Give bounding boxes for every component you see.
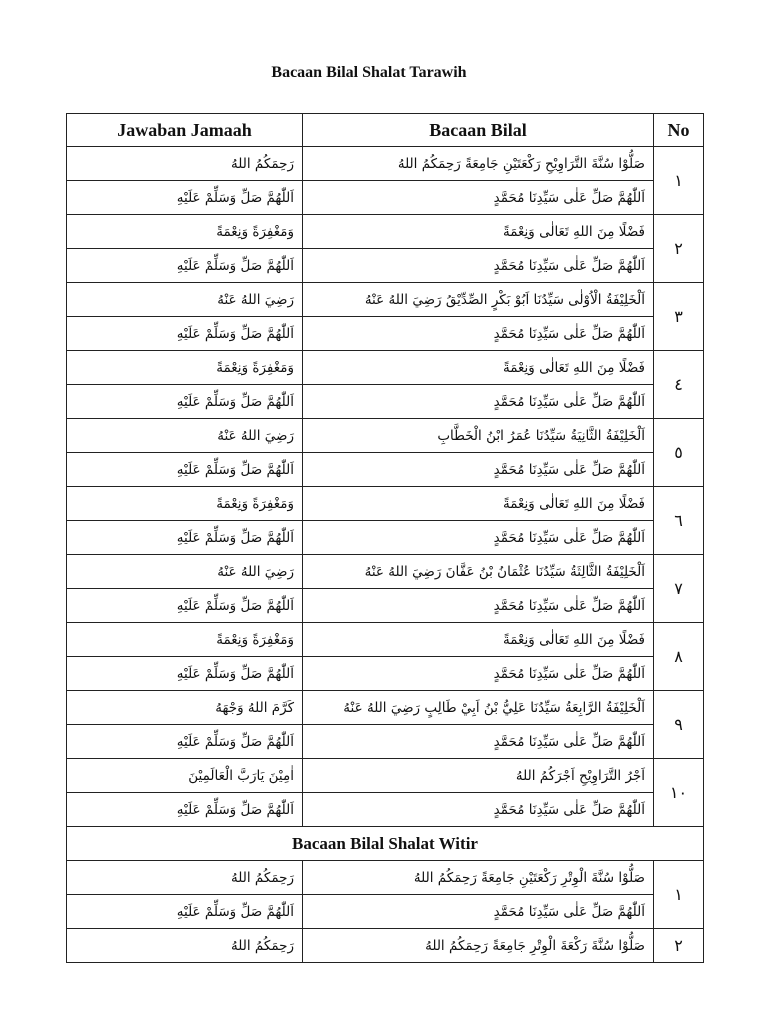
jamaah-response: رَضِيَ اللهُ عَنْهُ [67,283,303,317]
bilal-recitation: اَللّٰهُمَّ صَلِّ عَلٰى سَيِّدِنَا مُحَمَّدٍ [303,453,654,487]
table-row [67,691,704,725]
table-row [67,623,704,657]
bilal-recitation: صَلُّوْا سُنَّةَ التَّرَاوِيْحِ رَكْعَتَيْنِ جَامِعَةً رَحِمَكُمُ اللهُ [303,147,654,181]
jamaah-response: رَحِمَكُمُ اللهُ [67,861,303,895]
row-number: ٢ [654,215,704,283]
row-number: ٧ [654,555,704,623]
bilal-recitation: اَللّٰهُمَّ صَلِّ عَلٰى سَيِّدِنَا مُحَمَّدٍ [303,725,654,759]
table-row [67,385,704,419]
table-row [67,861,704,895]
table-row [67,453,704,487]
bilal-recitation: صَلُّوْا سُنَّةَ رَكْعَةَ الْوِتْرِ جَامِعَةً رَحِمَكُمُ اللهُ [303,929,654,963]
table-row [67,351,704,385]
jamaah-response: وَمَغْفِرَةً وَنِعْمَةً [67,487,303,521]
bilal-recitation: صَلُّوْا سُنَّةَ الْوِتْرِ رَكْعَتَيْنِ جَامِعَةً رَحِمَكُمُ اللهُ [303,861,654,895]
table-row [67,793,704,827]
bilal-table [66,113,704,963]
row-number: ١ [654,147,704,215]
jamaah-response: رَضِيَ اللهُ عَنْهُ [67,555,303,589]
jamaah-response: رَحِمَكُمُ اللهُ [67,929,303,963]
header-bacaan-bilal: Bacaan Bilal [303,114,654,147]
bilal-recitation: اَللّٰهُمَّ صَلِّ عَلٰى سَيِّدِنَا مُحَمَّدٍ [303,317,654,351]
jamaah-response: وَمَغْفِرَةً وَنِعْمَةً [67,215,303,249]
bilal-recitation: فَضْلًا مِنَ اللهِ تَعَالٰى وَنِعْمَةً [303,351,654,385]
jamaah-response: كَرَّمَ اللهُ وَجْهَهُ [67,691,303,725]
jamaah-response: اَللّٰهُمَّ صَلِّ وَسَلِّمْ عَلَيْهِ [67,453,303,487]
bilal-recitation: فَضْلًا مِنَ اللهِ تَعَالٰى وَنِعْمَةً [303,487,654,521]
jamaah-response: وَمَغْفِرَةً وَنِعْمَةً [67,351,303,385]
jamaah-response: اَللّٰهُمَّ صَلِّ وَسَلِّمْ عَلَيْهِ [67,181,303,215]
row-number: ١ [654,861,704,929]
table-row [67,317,704,351]
bilal-recitation: اَلْخَلِيْفَةُ الثَّانِيَةُ سَيِّدُنَا عُمَرُ ابْنُ الْخَطَّابِ [303,419,654,453]
jamaah-response: اَللّٰهُمَّ صَلِّ وَسَلِّمْ عَلَيْهِ [67,793,303,827]
section-row [67,827,704,861]
jamaah-response: اٰمِيْنَ يَارَبَّ الْعَالَمِيْنَ [67,759,303,793]
row-number: ١٠ [654,759,704,827]
jamaah-response: اَللّٰهُمَّ صَلِّ وَسَلِّمْ عَلَيْهِ [67,725,303,759]
row-number: ٢ [654,929,704,963]
bilal-recitation: اَللّٰهُمَّ صَلِّ عَلٰى سَيِّدِنَا مُحَمَّدٍ [303,181,654,215]
table-row [67,249,704,283]
jamaah-response: اَللّٰهُمَّ صَلِّ وَسَلِّمْ عَلَيْهِ [67,385,303,419]
row-number: ٩ [654,691,704,759]
jamaah-response: اَللّٰهُمَّ صَلِّ وَسَلِّمْ عَلَيْهِ [67,521,303,555]
row-number: ٦ [654,487,704,555]
bilal-recitation: اَللّٰهُمَّ صَلِّ عَلٰى سَيِّدِنَا مُحَمَّدٍ [303,385,654,419]
jamaah-response: اَللّٰهُمَّ صَلِّ وَسَلِّمْ عَلَيْهِ [67,657,303,691]
header-jawaban-jamaah: Jawaban Jamaah [67,114,303,147]
table-row [67,895,704,929]
table-row [67,521,704,555]
bilal-recitation: اَجْرُ التَّرَاوِيْحِ اَجْرَكُمُ اللهُ [303,759,654,793]
jamaah-response: اَللّٰهُمَّ صَلِّ وَسَلِّمْ عَلَيْهِ [67,317,303,351]
table-row [67,215,704,249]
header-no: No [654,114,704,147]
jamaah-response: وَمَغْفِرَةً وَنِعْمَةً [67,623,303,657]
table-row [67,181,704,215]
witir-section-title: Bacaan Bilal Shalat Witir [67,827,704,861]
bilal-recitation: اَللّٰهُمَّ صَلِّ عَلٰى سَيِّدِنَا مُحَمَّدٍ [303,895,654,929]
jamaah-response: اَللّٰهُمَّ صَلِّ وَسَلِّمْ عَلَيْهِ [67,249,303,283]
row-number: ٤ [654,351,704,419]
table-row [67,555,704,589]
table-row [67,929,704,963]
table-row [67,725,704,759]
bilal-recitation: اَلْخَلِيْفَةُ الرَّابِعَةُ سَيِّدُنَا عَلِيُّ بْنُ اَبِيْ طَالِبٍ رَضِيَ اللهُ عَنْهُ [303,691,654,725]
bilal-recitation: اَللّٰهُمَّ صَلِّ عَلٰى سَيِّدِنَا مُحَمَّدٍ [303,657,654,691]
row-number: ٥ [654,419,704,487]
table-row [67,657,704,691]
bilal-recitation: اَللّٰهُمَّ صَلِّ عَلٰى سَيِّدِنَا مُحَمَّدٍ [303,793,654,827]
row-number: ٨ [654,623,704,691]
jamaah-response: رَضِيَ اللهُ عَنْهُ [67,419,303,453]
bilal-recitation: فَضْلًا مِنَ اللهِ تَعَالٰى وَنِعْمَةً [303,623,654,657]
bilal-recitation: اَللّٰهُمَّ صَلِّ عَلٰى سَيِّدِنَا مُحَمَّدٍ [303,249,654,283]
table-body [67,147,704,963]
table-row [67,147,704,181]
bilal-recitation: اَلْخَلِيْفَةُ الثَّالِثَةُ سَيِّدُنَا عُثْمَانُ بْنُ عَفَّانَ رَضِيَ اللهُ عَنْهُ [303,555,654,589]
bilal-recitation: اَلْخَلِيْفَةُ الْاُوْلٰى سَيِّدُنَا اَبُوْ بَكْرٍ الصِّدِّيْقُ رَضِيَ اللهُ عَنْهُ [303,283,654,317]
jamaah-response: اَللّٰهُمَّ صَلِّ وَسَلِّمْ عَلَيْهِ [67,589,303,623]
document-title: Bacaan Bilal Shalat Tarawih [271,64,467,81]
table-row [67,589,704,623]
table-row [67,487,704,521]
table-row [67,419,704,453]
table-row [67,283,704,317]
bilal-recitation: اَللّٰهُمَّ صَلِّ عَلٰى سَيِّدِنَا مُحَمَّدٍ [303,521,654,555]
jamaah-response: رَحِمَكُمُ اللهُ [67,147,303,181]
jamaah-response: اَللّٰهُمَّ صَلِّ وَسَلِّمْ عَلَيْهِ [67,895,303,929]
bilal-recitation: اَللّٰهُمَّ صَلِّ عَلٰى سَيِّدِنَا مُحَمَّدٍ [303,589,654,623]
bilal-recitation: فَضْلًا مِنَ اللهِ تَعَالٰى وَنِعْمَةً [303,215,654,249]
table-header-row [67,114,704,147]
row-number: ٣ [654,283,704,351]
table-row [67,759,704,793]
